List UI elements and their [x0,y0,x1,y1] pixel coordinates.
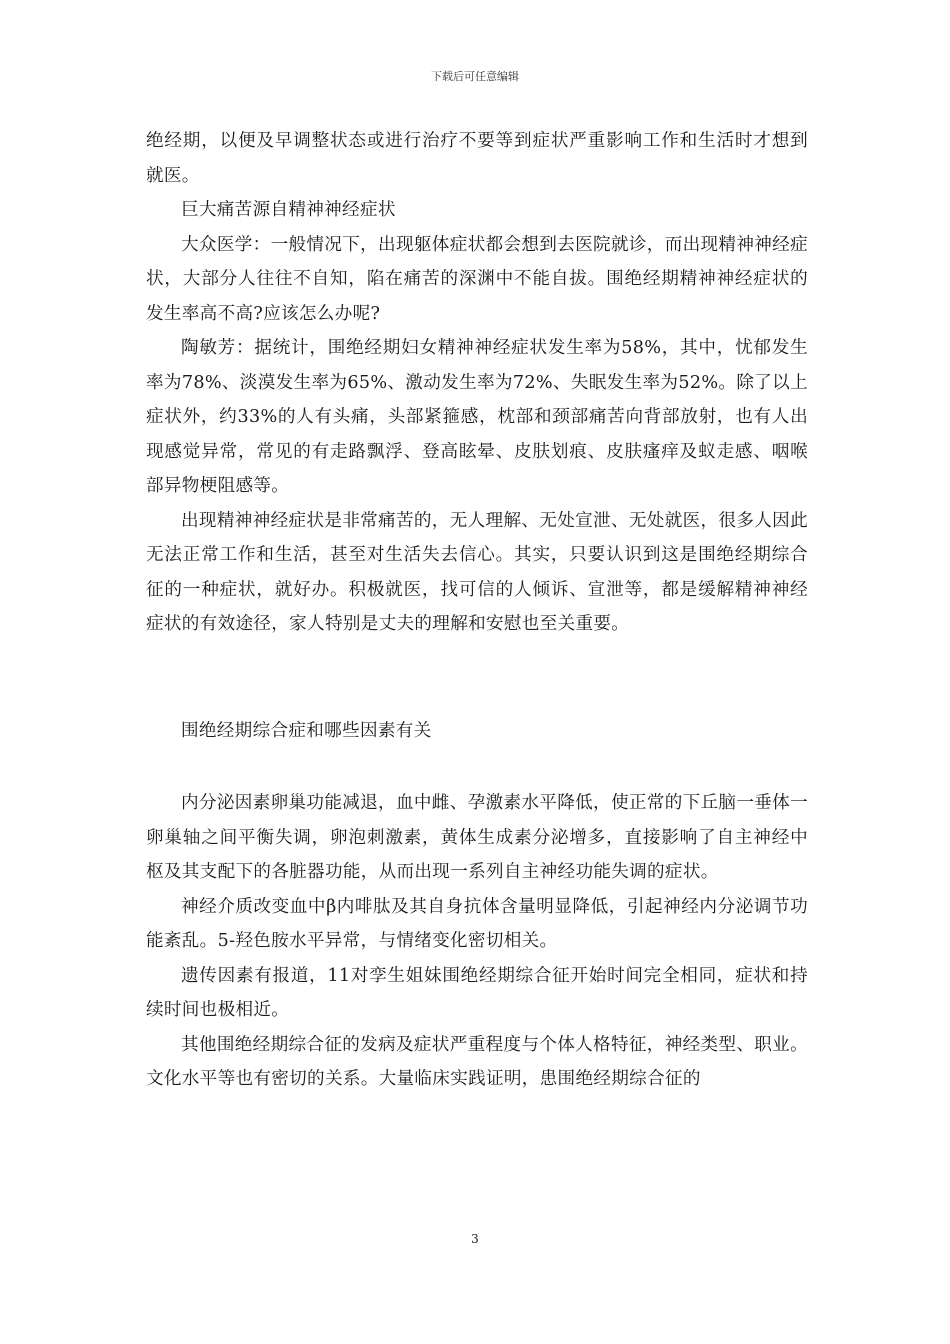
paragraph: 出现精神神经症状是非常痛苦的，无人理解、无处宣泄、无处就医，很多人因此无法正常工作和生活，甚至对生活失去信心。其实，只要认识到这是围绝经期综合征的一种症状，就好办。积极就医，找可信的人倾诉、宣泄等，都是缓解精神神经症状的有效途径，家人特别是丈夫的理解和安慰也至关重要。 [146,510,808,634]
paragraph: 陶敏芳：据统计，围绝经期妇女精神神经症状发生率为58%，其中，忧郁发生率为78%、淡漠发生率为65%、激动发生率为72%、失眠发生率为52%。除了以上症状外，约33%的人有头痛，头部紧箍感，枕部和颈部痛苦向背部放射，也有人出现感觉异常，常见的有走路飘浮、登高眩晕、皮肤划痕、皮肤瘙痒及蚁走感、咽喉部异物梗阻感等。 [146,338,808,496]
page-header: 下载后可任意编辑 [431,70,519,83]
document-body [146,124,808,1097]
section-heading: 巨大痛苦源自精神神经症状 [181,200,396,220]
paragraph: 内分泌因素卵巢功能减退，血中雌、孕激素水平降低，使正常的下丘脑一垂体一卵巢轴之间平衡失调，卵泡刺激素，黄体生成素分泌增多，直接影响了自主神经中枢及其支配下的各脏器功能，从而出现一系列自主神经功能失调的症状。 [146,793,808,882]
paragraph: 遗传因素有报道，11对孪生姐妹围绝经期综合征开始时间完全相同，症状和持续时间也极相近。 [146,965,808,1020]
section-heading: 围绝经期综合症和哪些因素有关 [181,720,432,741]
paragraph: 神经介质改变血中β内啡肽及其自身抗体含量明显降低，引起神经内分泌调节功能紊乱。5-羟色胺水平异常，与情绪变化密切相关。 [146,896,808,951]
paragraph: 其他围绝经期综合征的发病及症状严重程度与个体人格特征，神经类型、职业。文化水平等也有密切的关系。大量临床实践证明，患围绝经期综合征的 [146,1034,808,1089]
paragraph: 大众医学：一般情况下，出现躯体症状都会想到去医院就诊，而出现精神神经症状，大部分人往往不自知，陷在痛苦的深渊中不能自拔。围绝经期精神神经症状的发生率高不高?应该怎么办呢? [146,234,808,324]
page-number: 3 [471,1232,479,1246]
paragraph-continuation: 绝经期，以便及早调整状态或进行治疗不要等到症状严重影响工作和生活时才想到就医。 [146,131,808,186]
